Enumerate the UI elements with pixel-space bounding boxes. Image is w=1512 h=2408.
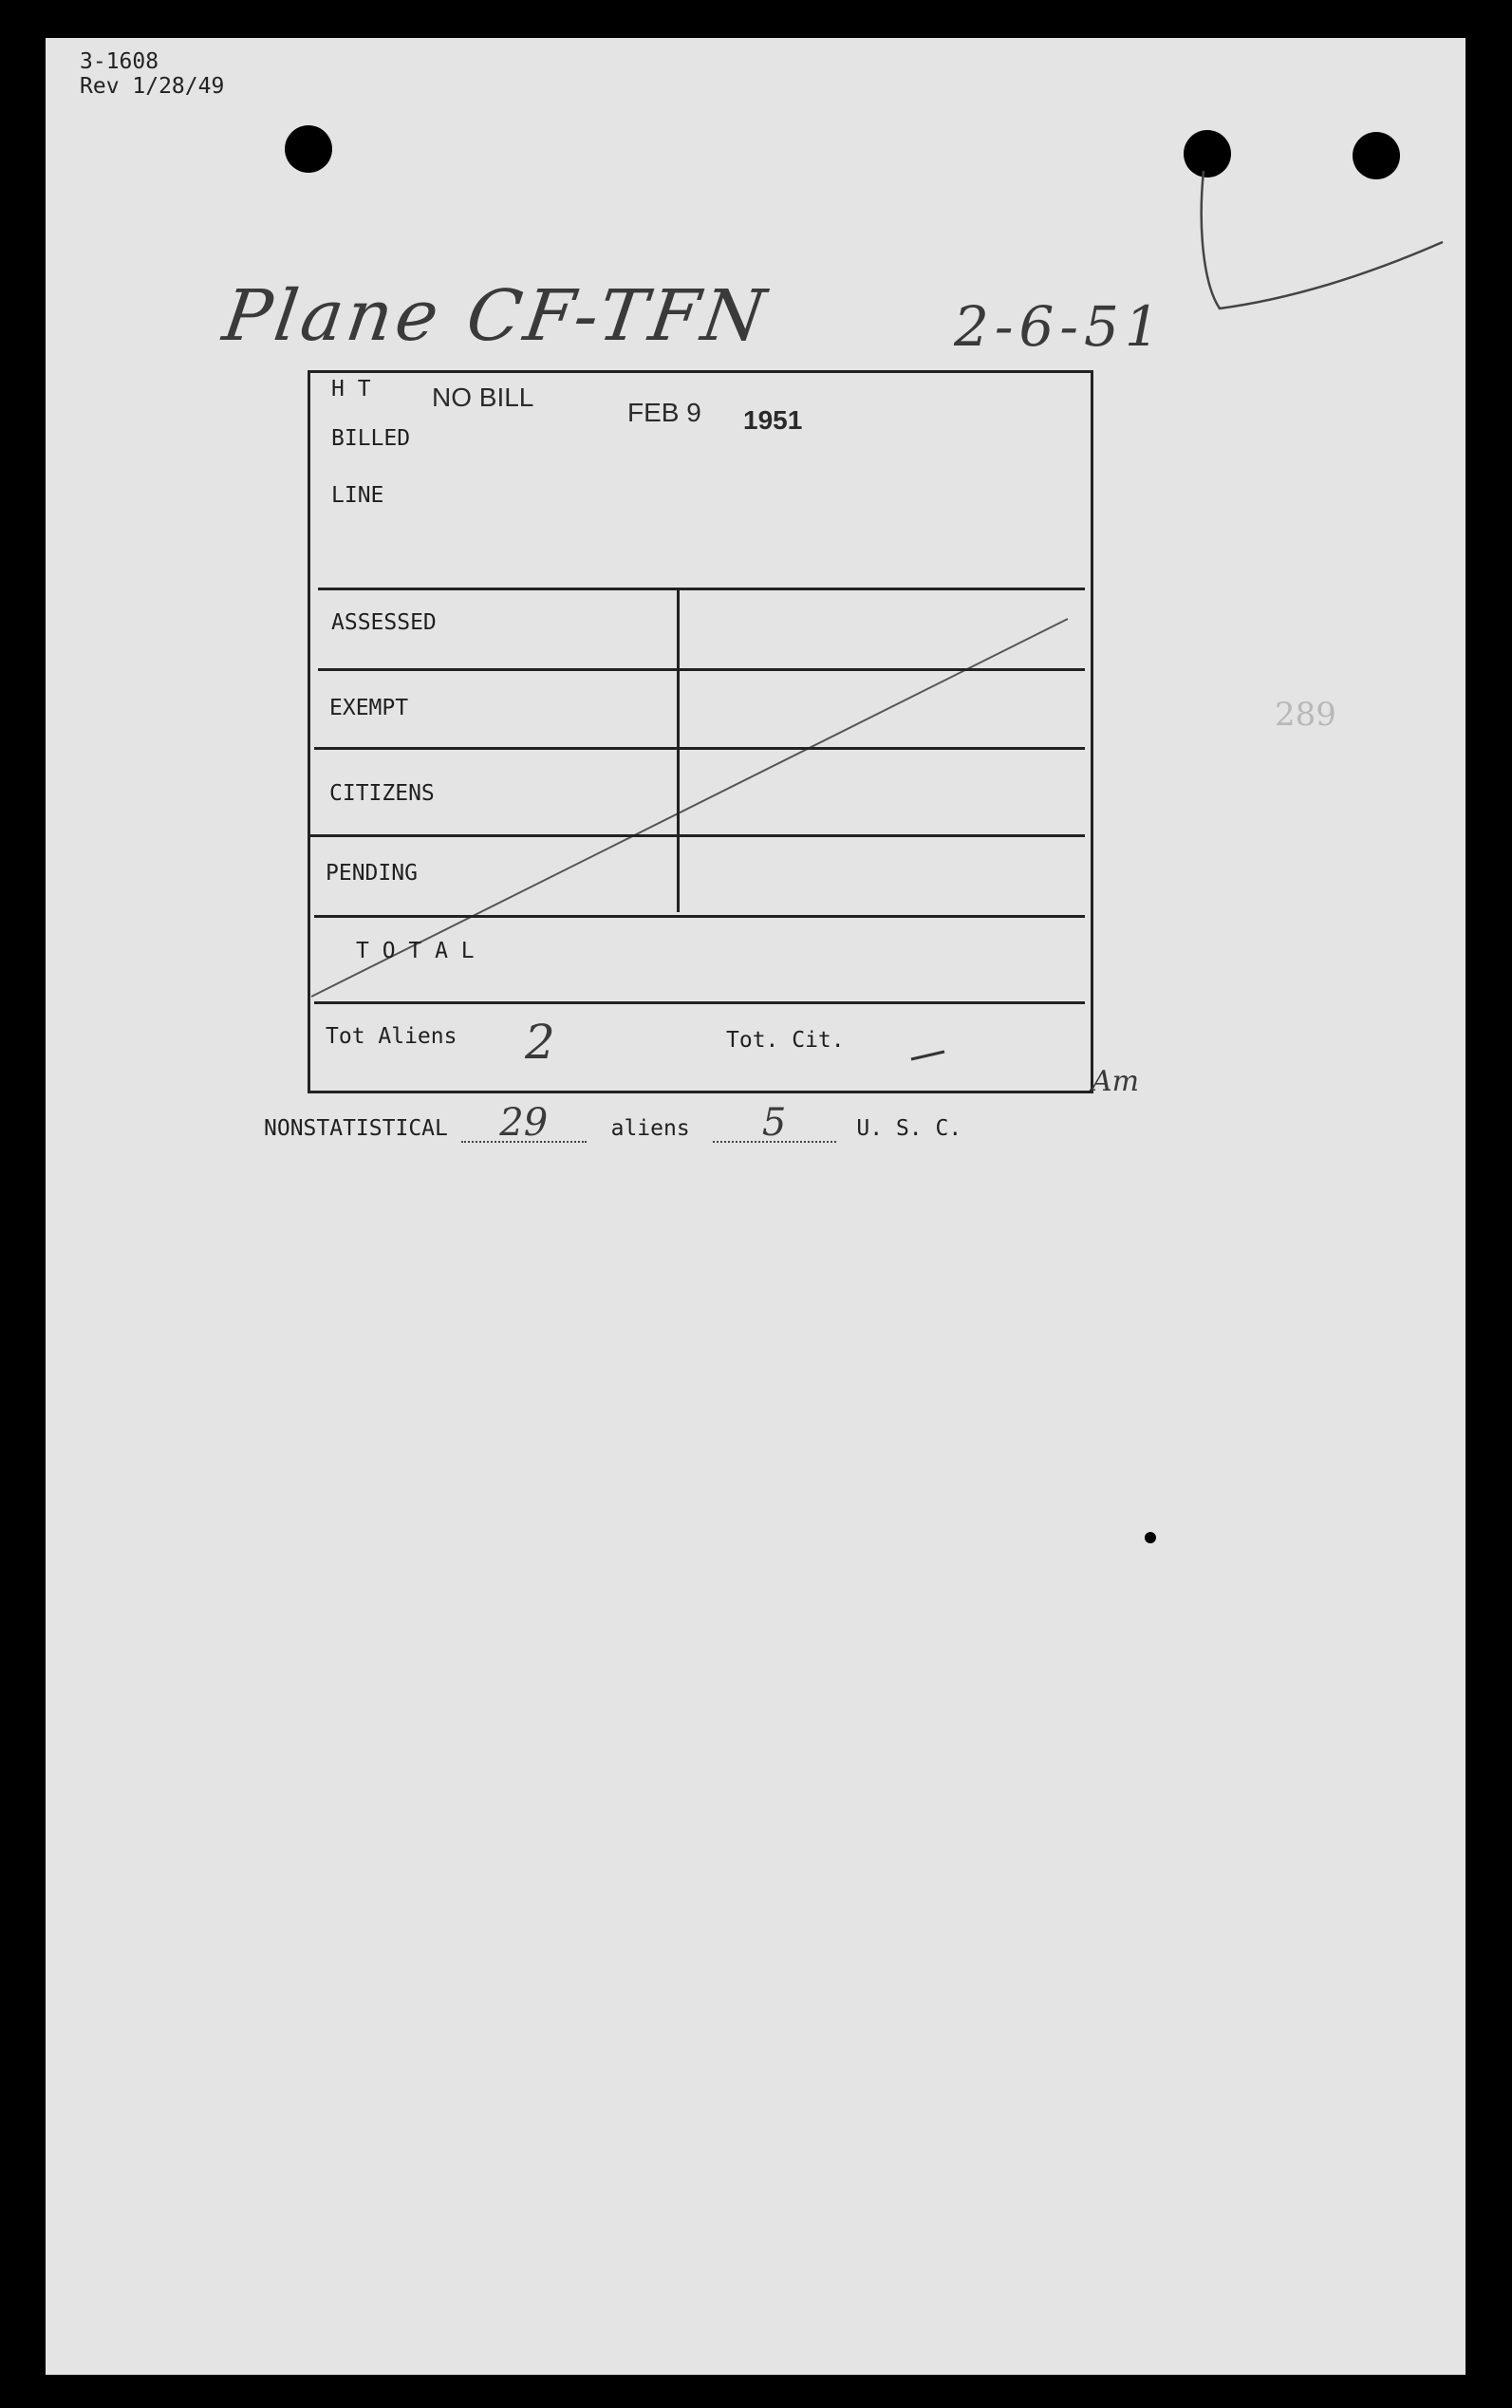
column-divider bbox=[677, 589, 680, 912]
stamp-year: 1951 bbox=[743, 405, 803, 435]
total-label: T O T A L bbox=[356, 939, 475, 963]
nonstat-usc-blank bbox=[713, 1101, 836, 1145]
check-mark bbox=[1202, 171, 1443, 308]
nonstatistical-line bbox=[264, 1101, 962, 1145]
nonstatistical-label: NONSTATISTICAL bbox=[264, 1116, 448, 1141]
ink-speck bbox=[1145, 1532, 1156, 1543]
nonstat-usc-value: 5 bbox=[761, 1101, 787, 1145]
handwritten-date: 2-6-51 bbox=[954, 294, 1166, 359]
divider bbox=[310, 834, 1085, 837]
citizens-label: CITIZENS bbox=[329, 781, 435, 806]
tot-aliens-value: 2 bbox=[525, 1015, 555, 1070]
statistics-form bbox=[308, 370, 1093, 1093]
ht-label: H T bbox=[331, 377, 371, 401]
assessed-label: ASSESSED bbox=[331, 610, 437, 635]
billed-label: BILLED bbox=[331, 426, 411, 451]
pending-label: PENDING bbox=[326, 861, 418, 886]
divider bbox=[314, 1001, 1085, 1004]
exempt-label: EXEMPT bbox=[329, 696, 409, 720]
no-bill-stamp: NO BILL bbox=[432, 383, 534, 412]
plane-identifier: Plane CF-TFN bbox=[217, 275, 775, 357]
divider bbox=[314, 915, 1085, 918]
form-number-revision: Rev 1/28/49 bbox=[80, 74, 225, 99]
tot-aliens-label: Tot Aliens bbox=[326, 1024, 457, 1049]
stamp-month-day: FEB 9 bbox=[627, 398, 701, 427]
initials: Am bbox=[1092, 1065, 1140, 1098]
line-label: LINE bbox=[331, 483, 384, 508]
page-number: 289 bbox=[1275, 696, 1336, 734]
divider bbox=[318, 588, 1085, 590]
aliens-label: aliens bbox=[610, 1116, 690, 1141]
divider bbox=[314, 747, 1085, 750]
divider bbox=[318, 668, 1085, 671]
tot-cit-label: Tot. Cit. bbox=[726, 1028, 845, 1053]
tot-cit-value bbox=[916, 1024, 932, 1062]
form-number-line1: 3-1608 bbox=[80, 49, 159, 74]
usc-label: U. S. C. bbox=[856, 1116, 962, 1141]
nonstat-aliens-value: 29 bbox=[499, 1101, 549, 1145]
nonstat-aliens-blank bbox=[461, 1101, 587, 1145]
